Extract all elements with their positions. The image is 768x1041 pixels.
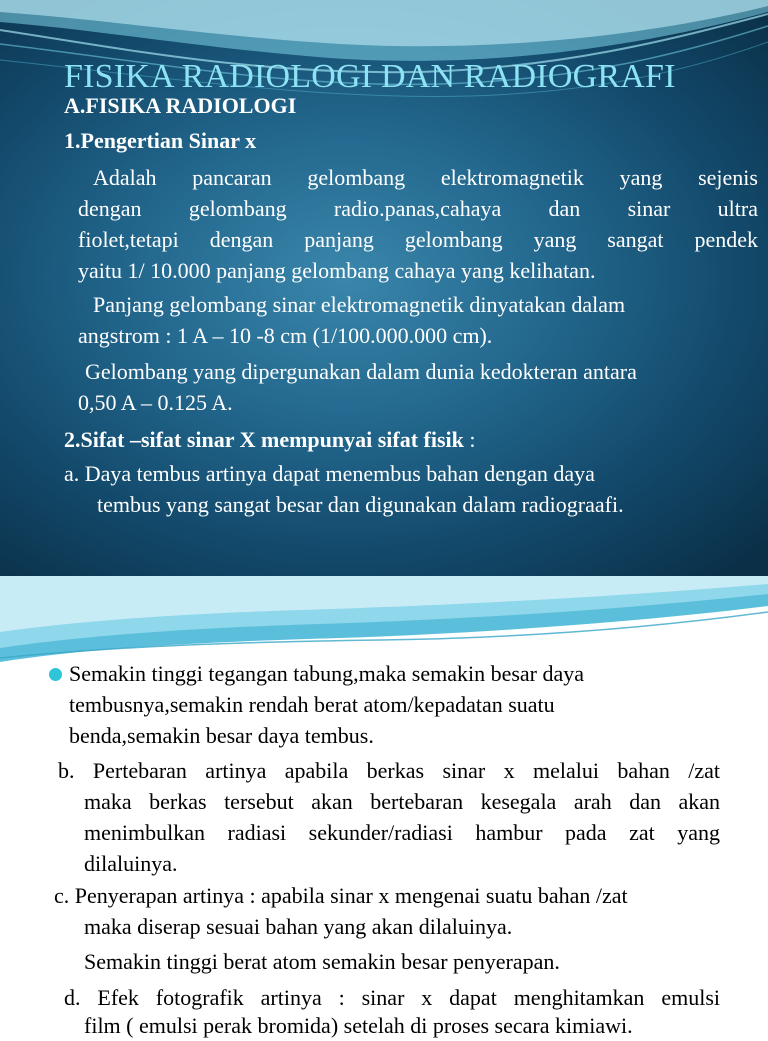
item-d-line1: d. Efek fotografik artinya : sinar x dapat menghitamkan emulsi bbox=[64, 985, 720, 1010]
wave-decoration-slide2 bbox=[0, 576, 768, 666]
bullet-line3: benda,semakin besar daya tembus. bbox=[69, 723, 374, 748]
item-c-line3: Semakin tinggi berat atom semakin besar penyerapan. bbox=[84, 949, 560, 974]
item-b-line1: b. Pertebaran artinya apabila berkas sinar x melalui bahan /zat bbox=[58, 758, 720, 783]
bullet-line1: Semakin tinggi tegangan tabung,maka semakin besar daya bbox=[69, 661, 585, 686]
subheading-definition: 1.Pengertian Sinar x bbox=[64, 128, 257, 153]
item-a-line1: a. Daya tembus artinya dapat menembus bahan dengan daya bbox=[64, 461, 595, 486]
item-c-line1: c. Penyerapan artinya : apabila sinar x mengenai suatu bahan /zat bbox=[54, 883, 628, 908]
section-heading: A.FISIKA RADIOLOGI bbox=[64, 93, 297, 118]
item-a-line2: tembus yang sangat besar dan digunakan dalam radiograafi. bbox=[97, 492, 624, 517]
item-c-line2: maka diserap sesuai bahan yang akan dilaluinya. bbox=[84, 914, 513, 939]
bullet-icon bbox=[49, 668, 62, 681]
item-d-line2: film ( emulsi perak bromida) setelah di proses secara kimiawi. bbox=[84, 1013, 633, 1038]
para1-line1: Adalah pancaran gelombang elektromagnetik yang sejenis bbox=[93, 165, 758, 190]
para3-line1: Gelombang yang dipergunakan dalam dunia kedokteran antara bbox=[85, 359, 637, 384]
para1-line3: fiolet,tetapi dengan panjang gelombang yang sangat pendek bbox=[78, 227, 758, 252]
para1-line2: dengan gelombang radio.panas,cahaya dan sinar ultra bbox=[78, 196, 758, 221]
item-b-line2: maka berkas tersebut akan bertebaran kesegala arah dan akan bbox=[84, 789, 720, 814]
item-b-line3: menimbulkan radiasi sekunder/radiasi hambur pada zat yang bbox=[84, 820, 720, 845]
slide-title: FISIKA RADIOLOGI DAN RADIOGRAFI bbox=[64, 58, 676, 95]
para2-line2: angstrom : 1 A – 10 -8 cm (1/100.000.000 cm). bbox=[78, 323, 493, 348]
subheading-properties: 2.Sifat –sifat sinar X mempunyai sifat fisik : bbox=[64, 427, 476, 452]
para3-line2: 0,50 A – 0.125 A. bbox=[78, 390, 233, 415]
item-b-line4: dilaluinya. bbox=[84, 851, 178, 876]
bullet-line2: tembusnya,semakin rendah berat atom/kepadatan suatu bbox=[69, 692, 555, 717]
para1-line4: yaitu 1/ 10.000 panjang gelombang cahaya yang kelihatan. bbox=[78, 258, 596, 283]
para2-line1: Panjang gelombang sinar elektromagnetik dinyatakan dalam bbox=[93, 292, 626, 317]
